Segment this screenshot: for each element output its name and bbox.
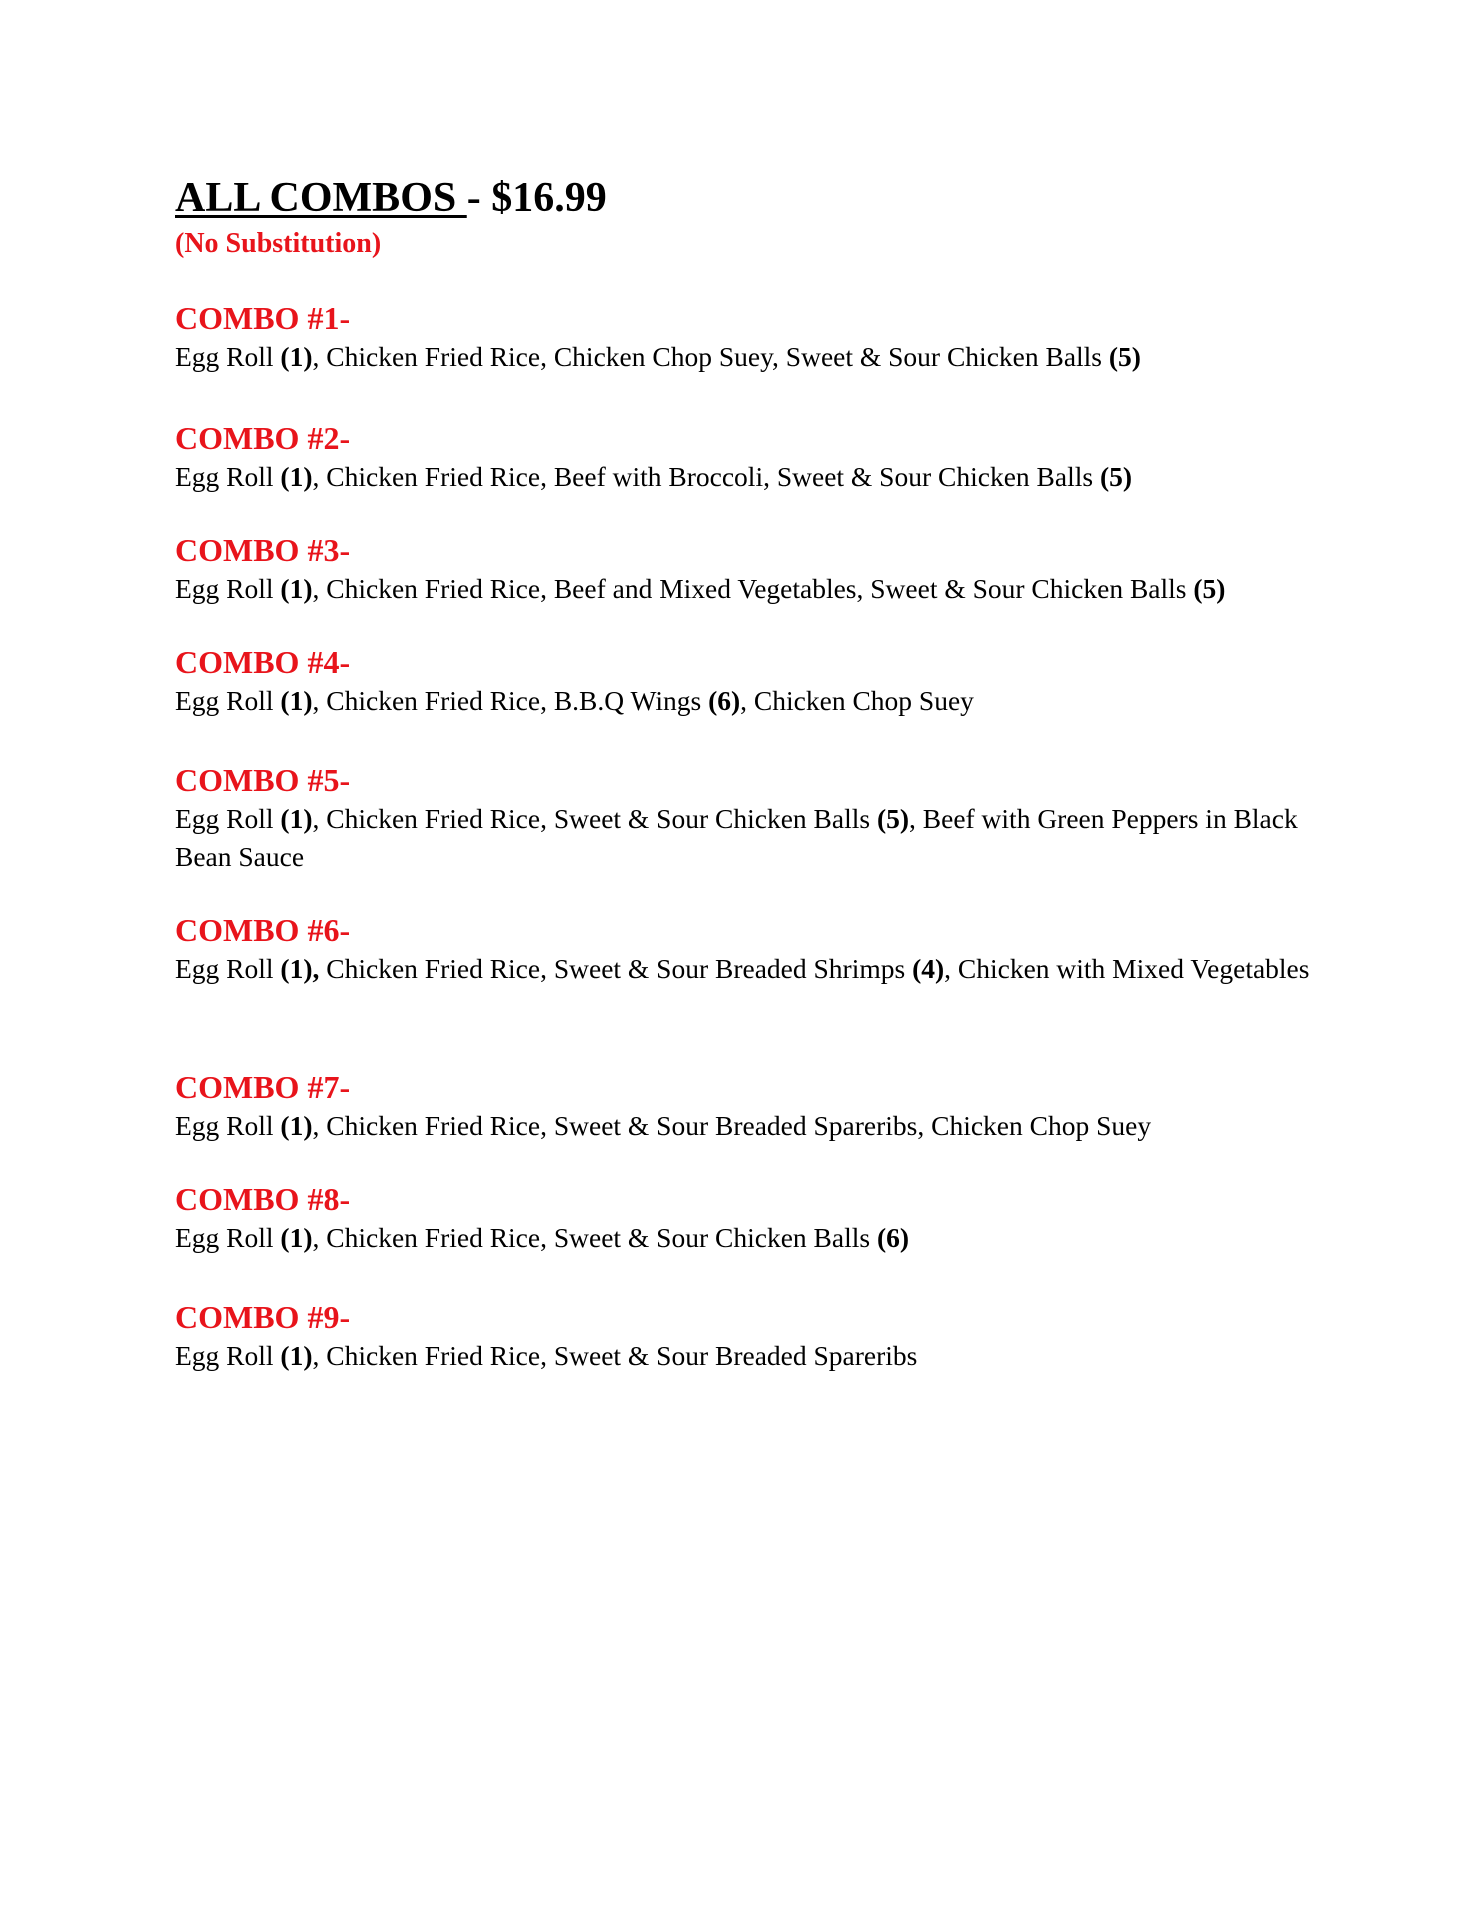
combo-heading: COMBO #1- [175, 300, 351, 336]
combo-description [175, 1219, 1355, 1257]
combo-text: Egg Roll [175, 803, 281, 834]
page-title [175, 170, 1355, 226]
combo-quantity: (5) [1099, 461, 1133, 492]
combo-heading: COMBO #4- [175, 644, 351, 680]
combo-quantity: (1), [280, 953, 320, 984]
combo-description [175, 800, 1355, 876]
combo-description [175, 338, 1355, 376]
combo-heading: COMBO #9- [175, 1299, 351, 1335]
combo-text: , Chicken Fried Rice, Chicken Chop Suey, Sweet & Sour Chicken Balls [312, 341, 1109, 372]
title-main: ALL COMBOS [175, 175, 467, 221]
combo-text: , Chicken Fried Rice, Beef and Mixed Vegetables, Sweet & Sour Chicken Balls [312, 573, 1194, 604]
combo-quantity: (5) [876, 803, 910, 834]
combo-text: Chicken Fried Rice, Sweet & Sour Breaded Shrimps [319, 953, 913, 984]
combo-text: Egg Roll [175, 685, 281, 716]
combo-description [175, 570, 1355, 608]
combo-item [175, 1179, 1355, 1257]
combo-text: , Chicken Fried Rice, Sweet & Sour Breaded Spareribs, Chicken Chop Suey [312, 1110, 1152, 1141]
combo-text: Egg Roll [175, 1340, 281, 1371]
combo-quantity: (1) [280, 803, 313, 834]
combo-quantity: (1) [280, 341, 313, 372]
combo-heading: COMBO #2- [175, 420, 351, 456]
combo-quantity: (6) [876, 1222, 910, 1253]
combo-quantity: (1) [280, 461, 313, 492]
combo-quantity: (1) [280, 1222, 313, 1253]
combo-description [175, 950, 1355, 988]
combo-item [175, 760, 1355, 876]
combo-quantity: (1) [280, 685, 313, 716]
combo-quantity: (5) [1193, 573, 1226, 604]
menu-page [175, 170, 1355, 1371]
combo-item [175, 910, 1355, 988]
combo-text: , Beef with Green Peppers in Black Bean Sauce [175, 803, 1298, 872]
combo-item [175, 1297, 1355, 1375]
combo-text: , Chicken with Mixed Vegetables [944, 953, 1310, 984]
combo-quantity: (1) [280, 573, 313, 604]
combo-quantity: (5) [1108, 341, 1141, 372]
combo-text: Egg Roll [175, 953, 281, 984]
title-price: - $16.99 [466, 175, 607, 221]
combo-text: , Chicken Fried Rice, B.B.Q Wings [312, 685, 709, 716]
combo-quantity: (1) [280, 1340, 313, 1371]
combo-heading: COMBO #7- [175, 1069, 351, 1105]
combo-text: , Chicken Fried Rice, Beef with Broccoli, Sweet & Sour Chicken Balls [312, 461, 1100, 492]
combo-heading: COMBO #8- [175, 1181, 351, 1217]
combo-quantity: (4) [912, 953, 945, 984]
combo-text: , Chicken Fried Rice, Sweet & Sour Breaded Spareribs [312, 1340, 918, 1371]
combo-text: , Chicken Fried Rice, Sweet & Sour Chicken Balls [312, 803, 877, 834]
combo-item [175, 298, 1355, 376]
combo-quantity: (6) [708, 685, 741, 716]
combo-text: , Chicken Chop Suey [740, 685, 974, 716]
combo-item [175, 418, 1355, 496]
subtitle-note: (No Substitution) [175, 228, 382, 259]
combo-description [175, 458, 1355, 496]
combo-heading: COMBO #5- [175, 762, 351, 798]
combo-quantity: (1) [280, 1110, 313, 1141]
combo-item [175, 1067, 1355, 1145]
combo-heading: COMBO #6- [175, 912, 351, 948]
combo-description [175, 1337, 1355, 1375]
combo-text: Egg Roll [175, 341, 281, 372]
combo-item [175, 642, 1355, 720]
combo-item [175, 530, 1355, 608]
combo-description [175, 682, 1355, 720]
combo-text: Egg Roll [175, 573, 281, 604]
combo-text: Egg Roll [175, 461, 281, 492]
combo-text: Egg Roll [175, 1110, 281, 1141]
combo-description [175, 1107, 1355, 1145]
combo-text: , Chicken Fried Rice, Sweet & Sour Chicken Balls [312, 1222, 877, 1253]
combo-text: Egg Roll [175, 1222, 281, 1253]
combo-heading: COMBO #3- [175, 532, 351, 568]
